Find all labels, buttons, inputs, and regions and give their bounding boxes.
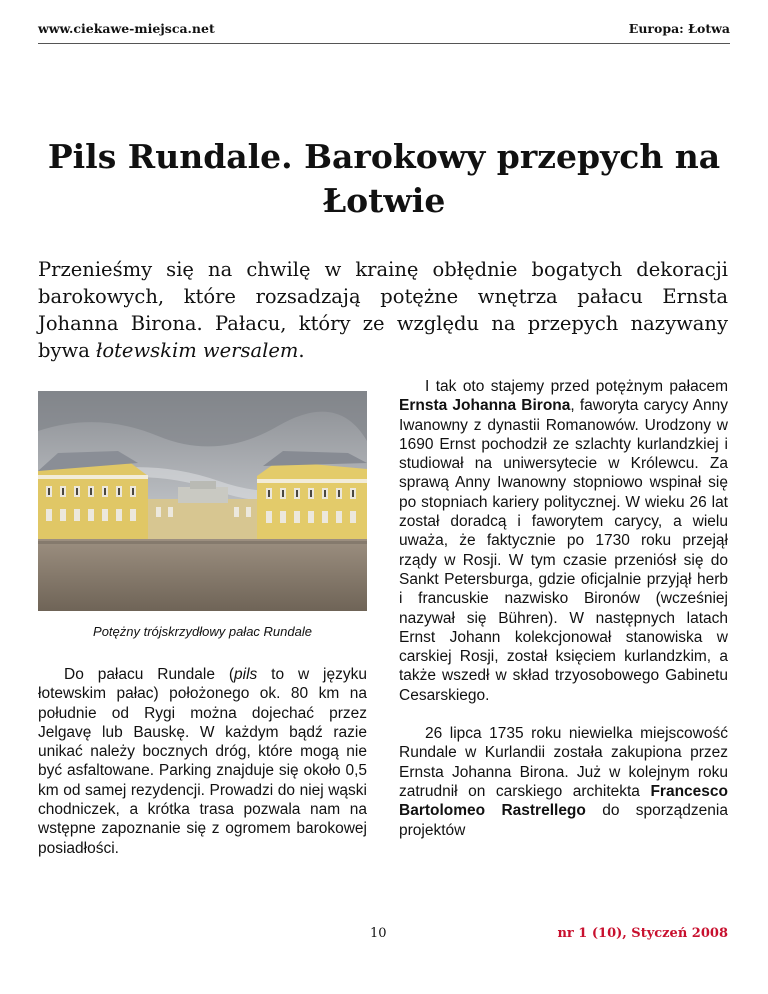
running-header bbox=[38, 21, 730, 44]
right-paragraph-1 bbox=[399, 377, 728, 705]
right-p2-text-a: 26 lipca 1735 roku niewielka miejscowość Rundale w Kurlandii została zakupiona przez Ernsta Johanna Birona. Już w kolejnym roku zatrudnił on carskiego architekta bbox=[399, 725, 728, 800]
article-lead bbox=[38, 256, 728, 364]
section-label: Europa: Łotwa bbox=[628, 21, 730, 36]
article-title: Pils Rundale. Barokowy przepych na Łotwie bbox=[47, 137, 721, 220]
left-column bbox=[38, 665, 367, 858]
issue-label: nr 1 (10), Styczeń 2008 bbox=[557, 926, 728, 941]
right-paragraph-2 bbox=[399, 724, 728, 840]
page-number: 10 bbox=[370, 926, 387, 941]
right-p2-text-b: do sporządzenia projektów bbox=[399, 802, 728, 839]
right-p1-text-b: , faworyta carycy Anny Iwanowny z dynastii Romanowów. Urodzony w 1690 Ernst pochodził ze szlachty kurlandzkiej i studiował na uniwersytecie w Królewcu. Za sprawą Anny Iwanowny stopniowo wspinał się po stopniach kariery politycznej. W wieku 26 lat został doradcą i faworytem carycy, a wielu uważa, że faktycznie po 1730 roku przejął rządy w Rosji. W tym czasie przeniósł się do Sankt Petersburga, gdzie oficjalnie przyjął herb i francuskie nazwisko Bironów (wcześniej nazywał się Bühren). W następnych latach Ernst Johann kolekcjonował stanowiska w carskiej Rosji, został księciem kurlandzkim, a także wszedł w skład trzyosobowego Gabinetu Cesarskiego. bbox=[399, 397, 729, 704]
left-p1-italic: pils bbox=[234, 666, 258, 683]
lead-text: Przenieśmy się na chwilę w krainę obłędnie bogatych dekoracji barokowych, które rozsadzają potężne wnętrza pałacu Ernsta Johanna Birona. Pałacu, który ze względu na przepych nazywany bywa bbox=[38, 258, 728, 362]
lead-emphasis: łotewskim wersalem bbox=[96, 339, 299, 362]
right-p2-bold: Francesco Bartolomeo Rastrellego bbox=[399, 782, 728, 820]
right-p1-bold: Ernsta Johanna Birona bbox=[399, 397, 571, 415]
right-column bbox=[399, 377, 728, 840]
site-url[interactable]: www.ciekawe-miejsca.net bbox=[38, 21, 215, 36]
lead-end: . bbox=[298, 339, 305, 362]
palace-photo bbox=[38, 391, 367, 611]
photo-caption: Potężny trójskrzydłowy pałac Rundale bbox=[93, 624, 312, 639]
right-p1-text-a: I tak oto stajemy przed potężnym pałacem bbox=[425, 378, 728, 395]
left-p1-text-b: to w języku łotewskim pałac) położonego ok. 80 km na południe od Rygi można dojechać przez Jelgavę lub Bauskę. W każdym bądź razie unikać należy bocznych dróg, które mogą nie być asfaltowane. Parking znajduje się około 0,5 km od samej rezydencji. Prowadzi do niej wąski chodniczek, a krótka trasa pozwala nam na wstępne zapoznanie się z ogromem barokowej posiadłości. bbox=[38, 666, 367, 857]
left-paragraph-1 bbox=[38, 665, 367, 858]
left-p1-text-a: Do pałacu Rundale ( bbox=[64, 666, 235, 683]
